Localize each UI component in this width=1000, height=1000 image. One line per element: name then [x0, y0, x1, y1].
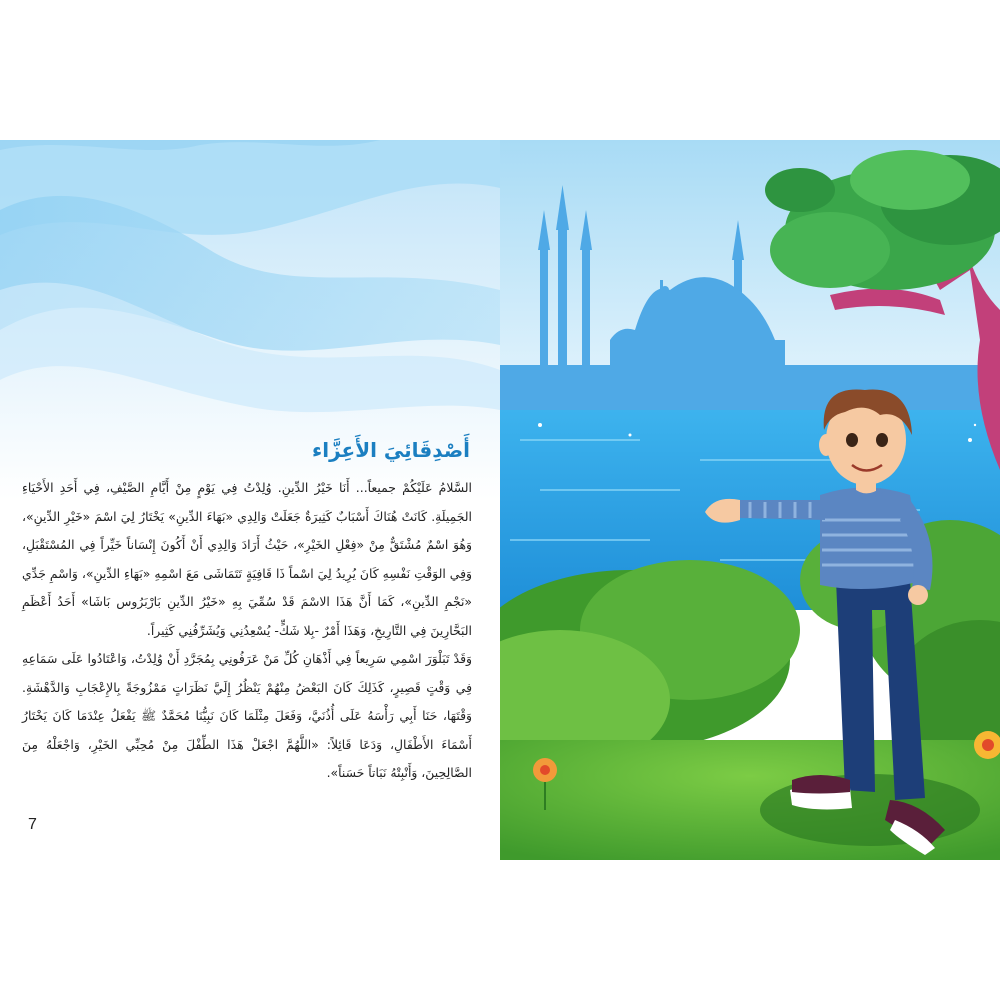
illustration-scene: [500, 140, 1000, 860]
story-illustration: [500, 140, 1000, 860]
text-page: [0, 140, 500, 860]
page-number: 7: [28, 816, 37, 833]
story-paragraph: وَقَدْ تَبَلْوَرَ اسْمِي سَرِيعاً فِي أَذْهَانِ كُلِّ مَنْ عَرَفُونِي بِمُجَرَّدِ أَنْ وُلِدْتُ، وَاعْتَادُوا عَلَى سَمَاعِهِ فِي وَقْتٍ قَصِيرٍ، كَذَلِكَ كَانَ البَعْضُ مِنْهُمْ يَنْظُرُ إِلَيَّ نَظَرَاتٍ مَمْزُوجَةً بِالإِعْجَابِ وَالدَّهْشَةِ. وَقْتَهَا، حَنَا أَبِي رَأْسَهُ عَلَى أُذُنَيَّ، وَفَعَلَ مِثْلَمَا كَانَ نَبِيُّنَا مُحَمَّدٌ ﷺ يَفْعَلُ عِنْدَمَا كَانَ يَخْتَارُ أَسْمَاءَ الأَطْفَالِ، وَدَعَا قَائِلاً: «اللَّهُمَّ اجْعَلْ هَذَا الطِّفْلَ مِنْ مُحِبِّي الخَيْرِ، وَاجْعَلْهُ مِنَ الصَّالِحِينَ، وَأَنْبِتْهُ نَبَاتاً حَسَناً».: [22, 651, 472, 780]
story-body: [22, 474, 472, 788]
book-spread: [0, 140, 1000, 860]
story-title: أَصْدِقَائِيَ الأَعِزَّاء: [312, 438, 470, 462]
story-paragraph: السَّلامُ عَلَيْكُمْ جميعاً... أَنَا خَيْرُ الدِّينِ. وُلِدْتُ فِي يَوْمٍ مِنْ أَيَّامِ الصَّيْفِ، فِي أَحَدِ الأَحْيَاءِ الجَمِيلَةِ. كَانَتْ هُنَاكَ أَسْبَابٌ كَثِيرَةٌ جَعَلَتْ وَالِدِي «بَهَاءَ الدِّينِ» يَخْتَارُ لِيَ اسْمَ «خَيْرِ الدِّينِ»، وَهُوَ اسْمٌ مُشْتَقٌّ مِنْ «فِعْلِ الخَيْرِ»، حَيْثُ أَرَادَ وَالِدِي أَنْ أَكُونَ إِنْسَاناً خَيِّراً فِي المُسْتَقْبَلِ، وَفِي الوَقْتِ نَفْسِهِ كَانَ يُرِيدُ لِيَ اسْماً ذَا قَافِيَةٍ تَتَمَاشَى مَعَ اسْمِهِ «بَهَاءِ الدِّينِ»، وَاسْمِ جَدِّي «نَجْمِ الدِّينِ»، كَمَا أَنَّ هَذَا الاسْمَ قَدْ سُمِّيَ بِهِ «خَيْرُ الدِّينِ بَارْبَرُوس بَاشَا» أَحَدُ أَعْظَمِ البَحَّارِينَ فِي التَّارِيخِ، وَهَذَا أَمْرٌ -بِلا شَكٍّ- يُسْعِدُنِي وَيُشَرِّفُنِي كَثِيراً.: [22, 480, 472, 638]
